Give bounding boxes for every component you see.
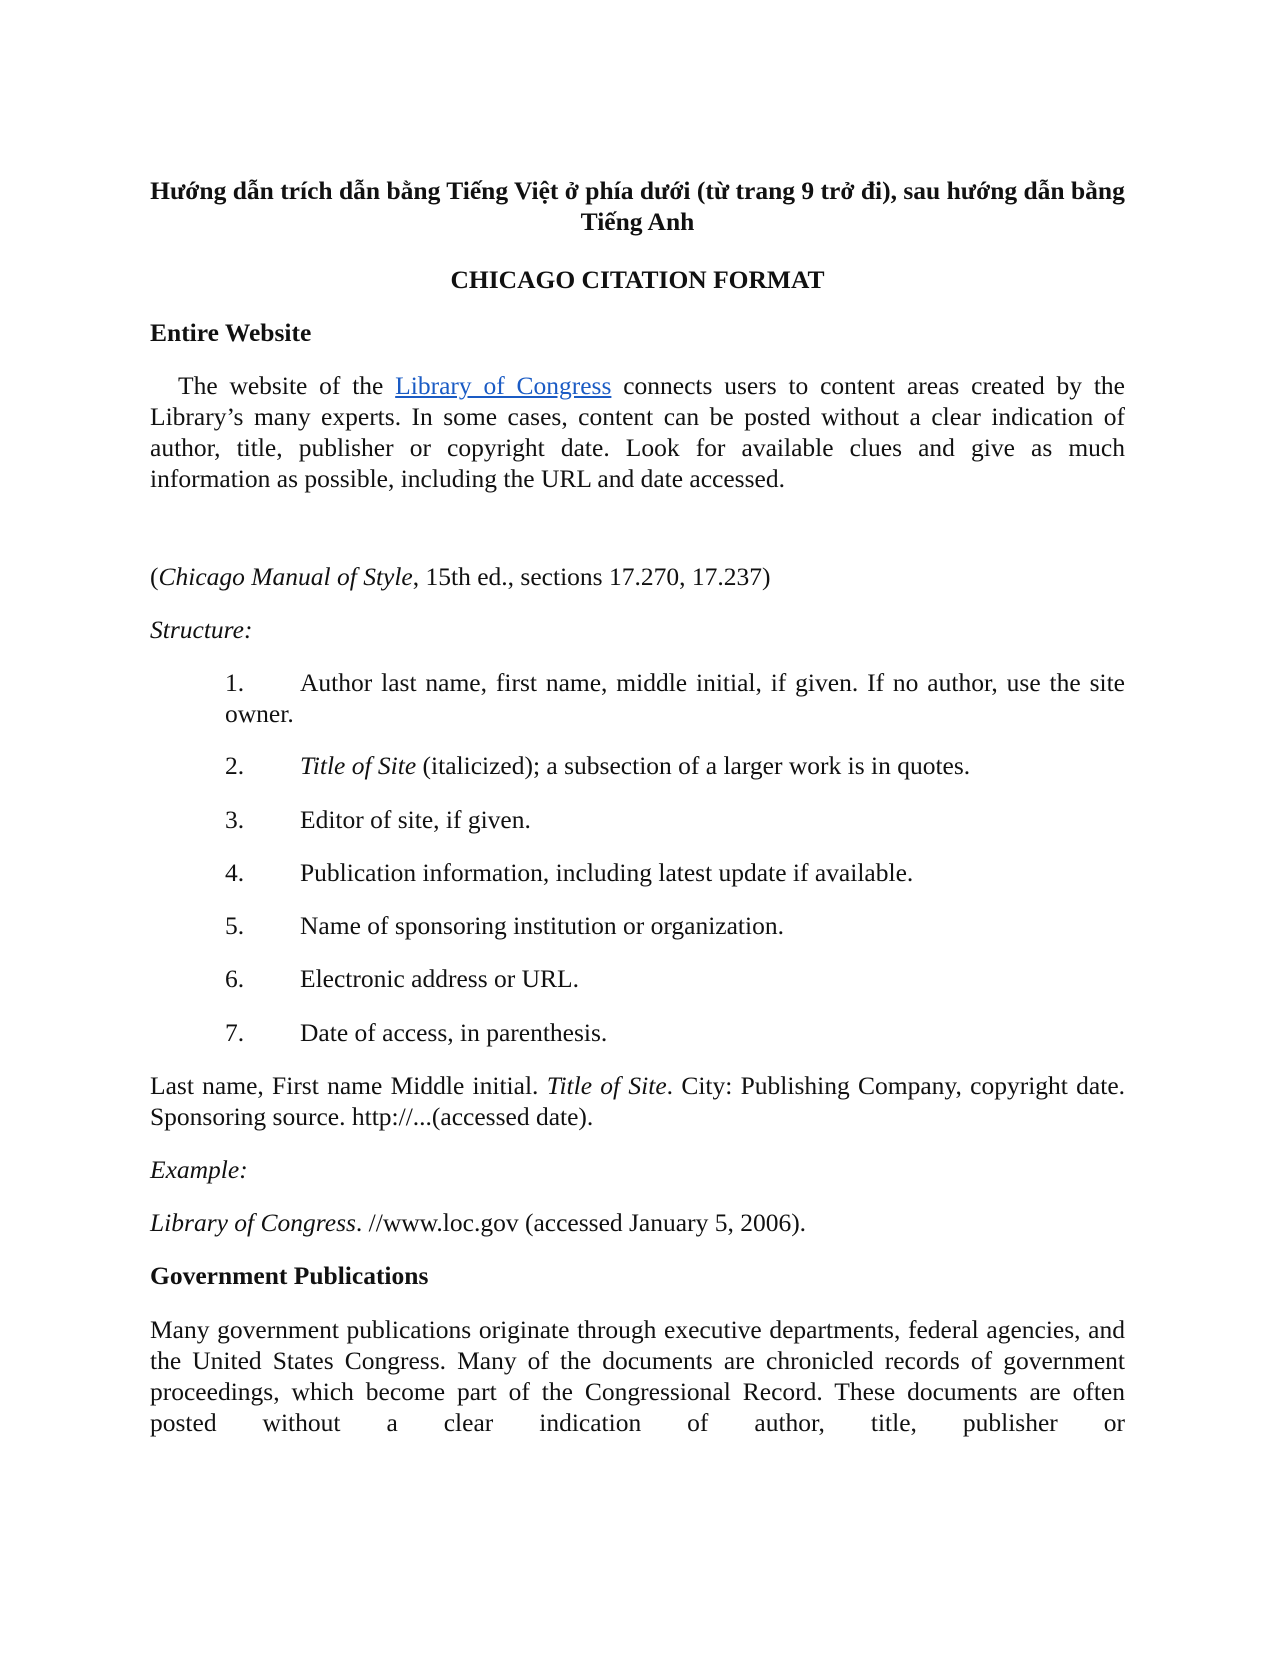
government-publications-paragraph: Many government publications originate through executive departments, federal agencies, and the United States Congress. Many of the documents are chronicled records of government proceedings, which become part of the Congressional Record. These documents are often posted without a clear indication of author, title, publisher or [150,1315,1125,1437]
reference-edition-sections: , 15th ed., sections 17.270, 17.237) [412,562,771,591]
list-item [225,910,1125,941]
list-item-number: 7. [225,1018,245,1047]
structure-label: Structure: [150,615,253,644]
language-notice: Hướng dẫn trích dẫn bằng Tiếng Việt ở phía dưới (từ trang 9 trở đi), sau hướng dẫn bằng Tiếng Anh [150,176,1125,236]
citation-format-template [150,1070,1125,1132]
intro-text-after-link: connects users to content areas created by the Library’s many experts. In some cases, content can be posted without a clear indication of author, title, publisher or copyright date. Look for available clues and give as much information as possible, including the URL and date accessed. [150,371,1125,493]
list-item-text: Author last name, first name, middle initial, if given. If no author, use the site owner. [225,668,1125,728]
example-label: Example: [150,1155,248,1184]
list-item [225,804,1125,835]
list-item-text: (italicized); a subsection of a larger work is in quotes. [416,751,971,780]
list-item [225,857,1125,888]
list-item-number: 5. [225,911,245,940]
example-rest: . //www.loc.gov (accessed January 5, 2006). [355,1208,807,1237]
example-site-title: Library of Congress [150,1208,356,1237]
list-item [225,750,1125,781]
document-page [150,0,1125,1656]
section-heading-government-publications: Government Publications [150,1261,429,1290]
library-of-congress-link[interactable]: Library of Congress [395,371,612,400]
format-after: . City: Publishing Company, copyright date. Sponsoring source. http://...(accessed date). [150,1071,1126,1131]
list-item-text: Publication information, including latest update if available. [300,858,914,887]
manual-reference [150,561,1125,592]
intro-text-before-link: The website of the [178,371,396,400]
list-item [225,963,1125,994]
format-before: Last name, First name Middle initial. [150,1071,547,1100]
list-item-text: Date of access, in parenthesis. [300,1018,608,1047]
reference-manual-title: Chicago Manual of Style [158,562,413,591]
reference-open-paren: ( [150,562,159,591]
list-item [225,667,1125,729]
list-item-text: Electronic address or URL. [300,964,579,993]
list-item-number: 3. [225,805,245,834]
list-item-number: 1. [225,668,245,697]
document-title: CHICAGO CITATION FORMAT [450,265,825,294]
list-item-number: 6. [225,964,245,993]
list-item-number: 4. [225,858,245,887]
section-heading-entire-website: Entire Website [150,318,312,347]
list-item [225,1017,1125,1048]
format-title: Title of Site [546,1071,667,1100]
list-item-text: Editor of site, if given. [300,805,531,834]
list-item-text: Name of sponsoring institution or organization. [300,911,784,940]
list-item-italic: Title of Site [300,751,417,780]
list-item-number: 2. [225,751,245,780]
example-citation [150,1207,1125,1238]
intro-paragraph [150,370,1125,494]
